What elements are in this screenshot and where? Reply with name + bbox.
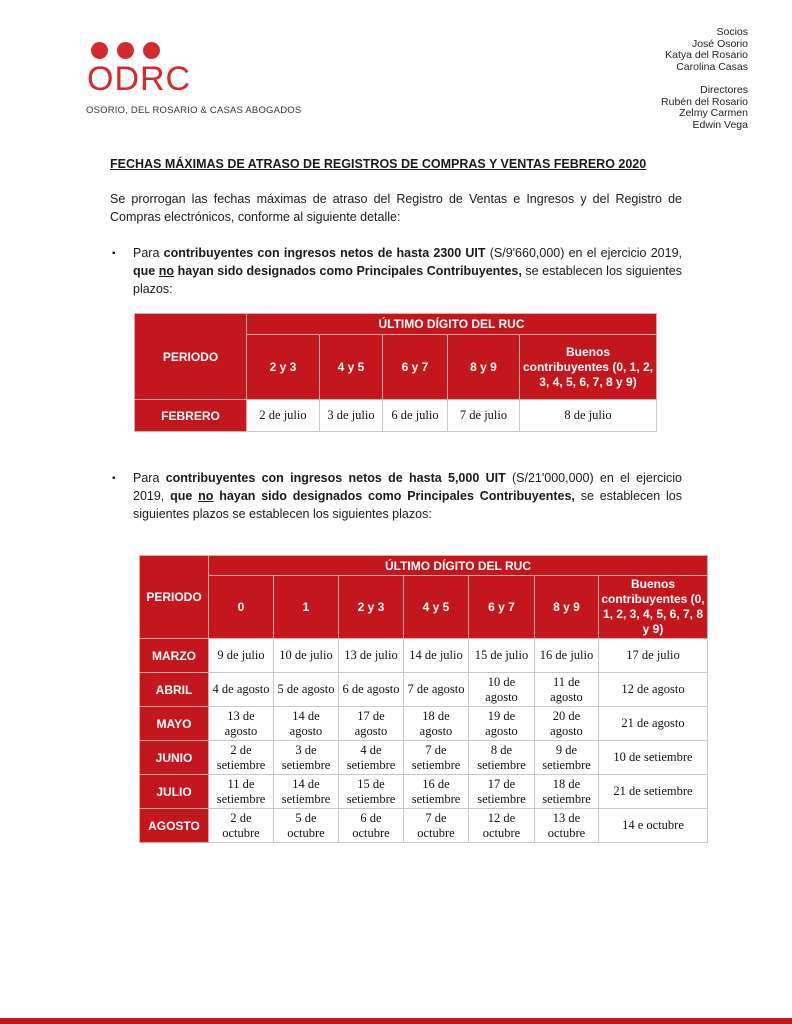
partner-name: Carolina Casas [676,60,748,73]
table-cell: 16 de julio [535,639,599,673]
bullet-paragraph-2 [133,469,682,523]
footer-bar [0,1018,792,1024]
table-cell: 20 de agosto [535,707,599,741]
column-header: 6 y 7 [469,576,535,639]
directors-label: Directores [700,84,748,96]
table-cell: 3 de setiembre [274,741,339,775]
table-cell: 6 de agosto [339,673,404,707]
table-cell: 18 de agosto [404,707,469,741]
table-cell: 9 de setiembre [535,741,599,775]
table-row [140,741,708,775]
periodo-header: PERIODO [140,556,209,639]
partner-name: Katya del Rosario [665,49,748,61]
table-2-body [140,639,708,843]
table-cell: 18 de setiembre [535,775,599,809]
bold-run: contribuyentes con ingresos netos de hasta 5,000 UIT [165,471,506,485]
bullet-square-icon: ▪ [112,473,116,484]
table-cell: 2 de octubre [209,809,274,843]
table-cell: 15 de setiembre [339,775,404,809]
ruc-digit-header: ÚLTIMO DÍGITO DEL RUC [209,556,708,576]
table-cell: 17 de julio [599,639,708,673]
table-cell: 13 de julio [339,639,404,673]
column-header: 1 [274,576,339,639]
underlined-run: no [158,264,175,278]
table-cell: 7 de agosto [404,673,469,707]
bold-run: que [170,489,199,503]
periodo-header: PERIODO [135,314,247,400]
bold-run: contribuyentes con ingresos netos de hasta 2300 UIT [163,246,486,260]
table-cell: 11 de setiembre [209,775,274,809]
bullet-square-icon: ▪ [112,248,116,259]
deadlines-table-2 [139,555,708,843]
partners-list [661,27,748,131]
bold-run: hayan sido designados como Principales Contribuyentes, [174,264,522,278]
column-header: Buenos contribuyentes (0, 1, 2, 3, 4, 5, 6, 7, 8 y 9) [599,576,708,639]
table-cell: 13 de agosto [209,707,274,741]
table-cell: 3 de julio [320,400,383,432]
logo-dot [143,42,160,59]
bold-run: hayan sido designados como Principales Contribuyentes, [213,489,575,503]
logo-dots [91,42,246,59]
ruc-digit-header: ÚLTIMO DÍGITO DEL RUC [247,314,657,335]
column-header: 8 y 9 [448,335,520,400]
period-label: AGOSTO [140,809,209,843]
table-cell: 14 e octubre [599,809,708,843]
period-label: ABRIL [140,673,209,707]
table-cell: 7 de julio [448,400,520,432]
table-row [140,639,708,673]
table-cell: 8 de setiembre [469,741,535,775]
table-cell: 13 de octubre [535,809,599,843]
column-header: 0 [209,576,274,639]
column-header: 4 y 5 [320,335,383,400]
table-row [140,673,708,707]
table-row [140,707,708,741]
firm-logo [86,42,302,116]
table-row [140,809,708,843]
column-header: Buenos contribuyentes (0, 1, 2, 3, 4, 5, 6, 7, 8 y 9) [520,335,657,400]
table-cell: 17 de agosto [339,707,404,741]
text-run: Para [133,471,166,485]
firm-name: OSORIO, DEL ROSARIO & CASAS ABOGADOS [86,105,302,116]
table-cell: 14 de agosto [274,707,339,741]
table-cell: 8 de julio [520,400,657,432]
text-run: Para [133,246,164,260]
director-name: Zelmy Carmen [679,107,748,119]
document-title: FECHAS MÁXIMAS DE ATRASO DE REGISTROS DE COMPRAS Y VENTAS FEBRERO 2020 [110,157,647,171]
table-cell: 12 de octubre [469,809,535,843]
table-cell: 10 de setiembre [599,741,708,775]
table-cell: 7 de setiembre [404,741,469,775]
table-cell: 14 de setiembre [274,775,339,809]
table-cell: 6 de octubre [339,809,404,843]
table-cell: 21 de setiembre [599,775,708,809]
table-cell: 15 de julio [469,639,535,673]
bullet-paragraph-1 [133,244,682,298]
table-cell: 7 de octubre [404,809,469,843]
director-name: Rubén del Rosario [661,95,748,108]
table-cell: 2 de julio [247,400,320,432]
logo-dot [117,42,134,59]
table-cell: 5 de agosto [274,673,339,707]
director-name: Edwin Vega [692,118,748,131]
table-cell: 10 de julio [274,639,339,673]
table-cell: 19 de agosto [469,707,535,741]
period-label: FEBRERO [135,400,247,432]
column-header: 4 y 5 [404,576,469,639]
text-run: (S/21'000,000) en el ejercicio 2019, [133,471,682,503]
logo-dot [91,42,108,59]
partner-name: José Osorio [691,37,748,50]
text-run: (S/9'660,000) en el ejercicio 2019, [485,246,682,260]
table-cell: 5 de octubre [274,809,339,843]
table-cell: 17 de setiembre [469,775,535,809]
table-cell: 6 de julio [383,400,448,432]
partners-label: Socios [716,26,748,38]
table-cell: 12 de agosto [599,673,708,707]
table-cell: 21 de agosto [599,707,708,741]
table-cell: 4 de setiembre [339,741,404,775]
table-cell: 11 de agosto [535,673,599,707]
table-cell: 16 de setiembre [404,775,469,809]
column-header: 2 y 3 [247,335,320,400]
logo-wordmark: ODRC [87,60,192,98]
text-run: se establecen los siguientes plazos se establecen los siguientes plazos: [133,489,682,521]
column-header: 6 y 7 [383,335,448,400]
period-label: MARZO [140,639,209,673]
table-cell: 4 de agosto [209,673,274,707]
period-label: JULIO [140,775,209,809]
text-run: se establecen los siguientes plazos: [133,264,682,296]
table-cell: 2 de setiembre [209,741,274,775]
table-cell: 9 de julio [209,639,274,673]
underlined-run: no [198,489,214,503]
intro-paragraph: Se prorrogan las fechas máximas de atraso del Registro de Ventas e Ingresos y del Registro de Compras electrónicos, conforme al siguiente detalle: [110,192,682,224]
bold-run: que [133,264,159,278]
deadlines-table-1 [134,313,657,432]
table-row [140,775,708,809]
table-cell: 14 de julio [404,639,469,673]
column-header: 8 y 9 [535,576,599,639]
table-row [135,400,657,432]
period-label: MAYO [140,707,209,741]
period-label: JUNIO [140,741,209,775]
table-cell: 10 de agosto [469,673,535,707]
column-header: 2 y 3 [339,576,404,639]
